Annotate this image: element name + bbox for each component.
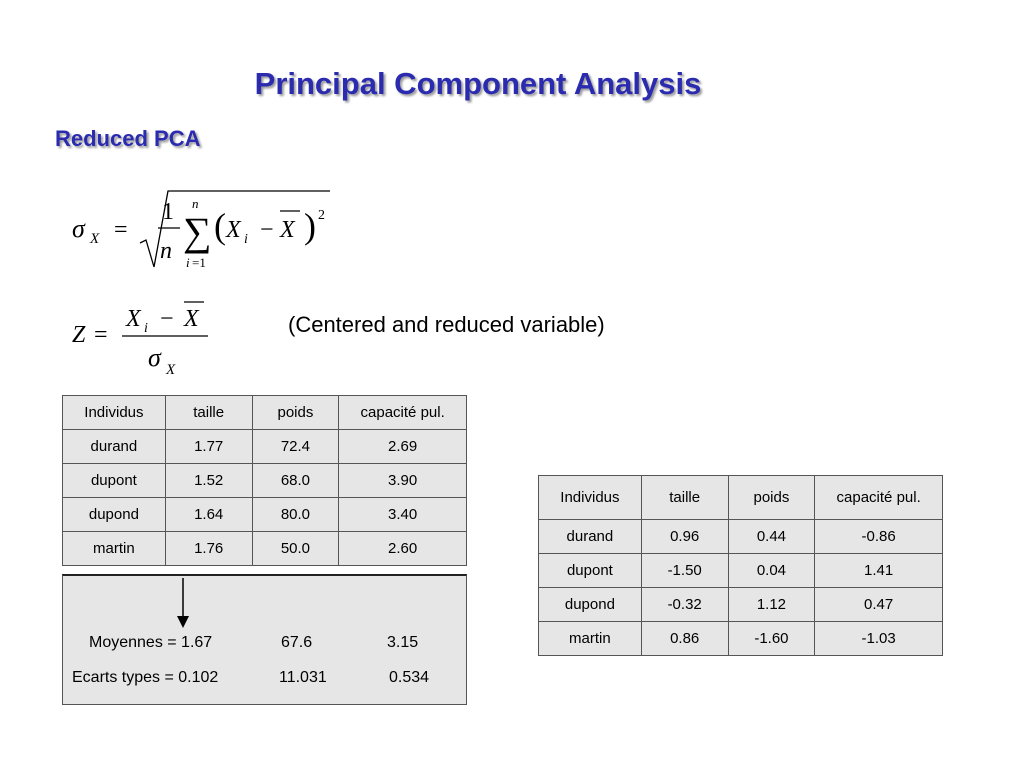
table-cell: 1.77 [165,430,252,464]
svg-text:n: n [160,238,172,264]
table-cell: 1.12 [728,588,815,622]
centered-reduced-note: (Centered and reduced variable) [288,312,605,337]
svg-text:i: i [186,255,190,270]
svg-text:=: = [114,217,128,243]
std-label: Ecarts types = 0.102 [72,669,219,686]
table-cell: martin [539,622,642,656]
stats-box [62,574,467,705]
svg-text:(: ( [214,206,226,246]
table-cell: 68.0 [252,464,339,498]
table-cell: 72.4 [252,430,339,464]
header-cell: Individus [539,476,642,520]
header-cell: taille [165,396,252,430]
table-cell: -0.32 [641,588,728,622]
table-cell: 3.40 [339,498,467,532]
raw-data-table [62,395,467,566]
header-cell: poids [728,476,815,520]
svg-text:i: i [244,232,248,247]
svg-text:1: 1 [162,199,174,225]
svg-text:Z: Z [72,322,86,348]
table-row [539,554,943,588]
table-cell: 0.44 [728,520,815,554]
table-cell: 1.76 [165,532,252,566]
slide-subtitle: Reduced PCA [55,126,201,151]
table-cell: dupond [539,588,642,622]
svg-text:∑: ∑ [183,209,212,254]
means-poids: 67.6 [281,634,313,651]
svg-text:X: X [280,217,295,243]
arrow-down-icon [175,578,191,630]
table-row [539,520,943,554]
z-score-formula [70,292,220,382]
header-cell: taille [641,476,728,520]
slide-title: Principal Component Analysis [254,66,702,101]
svg-text:−: − [160,306,174,332]
table-row [63,498,467,532]
std-poids: 11.031 [279,669,327,686]
std-dev-formula [68,185,338,275]
table-cell: 2.60 [339,532,467,566]
means-cap: 3.15 [387,634,419,651]
table-row [63,532,467,566]
svg-text:n: n [192,196,199,211]
table-row [539,622,943,656]
table-cell: 50.0 [252,532,339,566]
table-cell: martin [63,532,166,566]
table-cell: durand [63,430,166,464]
table-row [539,588,943,622]
table-cell: 0.04 [728,554,815,588]
reduced-data-table [538,475,943,656]
table-cell: dupond [63,498,166,532]
table-header-row [539,476,943,520]
table-row [63,430,467,464]
table-row [63,464,467,498]
svg-text:=1: =1 [192,255,206,270]
table-cell: -1.03 [815,622,943,656]
svg-text:i: i [144,321,148,336]
header-cell: capacité pul. [815,476,943,520]
header-cell: capacité pul. [339,396,467,430]
svg-text:X: X [226,217,241,243]
svg-text:=: = [94,322,108,348]
table-cell: -1.50 [641,554,728,588]
table-cell: dupont [63,464,166,498]
header-cell: poids [252,396,339,430]
table-header-row [63,396,467,430]
svg-text:X: X [166,362,176,378]
svg-text:2: 2 [318,208,325,223]
table-cell: -0.86 [815,520,943,554]
table-cell: 0.86 [641,622,728,656]
table-cell: 80.0 [252,498,339,532]
svg-text:X: X [184,306,199,332]
table-cell: 0.47 [815,588,943,622]
table-cell: -1.60 [728,622,815,656]
svg-text:): ) [304,206,316,246]
svg-text:σ: σ [72,214,85,243]
svg-text:σ: σ [148,343,161,372]
means-label: Moyennes = 1.67 [89,634,213,651]
table-cell: dupont [539,554,642,588]
svg-text:X: X [126,306,141,332]
table-cell: 1.64 [165,498,252,532]
std-cap: 0.534 [389,669,430,686]
svg-text:X: X [90,231,100,247]
table-cell: 0.96 [641,520,728,554]
table-cell: durand [539,520,642,554]
header-cell: Individus [63,396,166,430]
table-cell: 1.41 [815,554,943,588]
table-cell: 2.69 [339,430,467,464]
table-cell: 1.52 [165,464,252,498]
svg-text:−: − [260,217,274,243]
table-cell: 3.90 [339,464,467,498]
